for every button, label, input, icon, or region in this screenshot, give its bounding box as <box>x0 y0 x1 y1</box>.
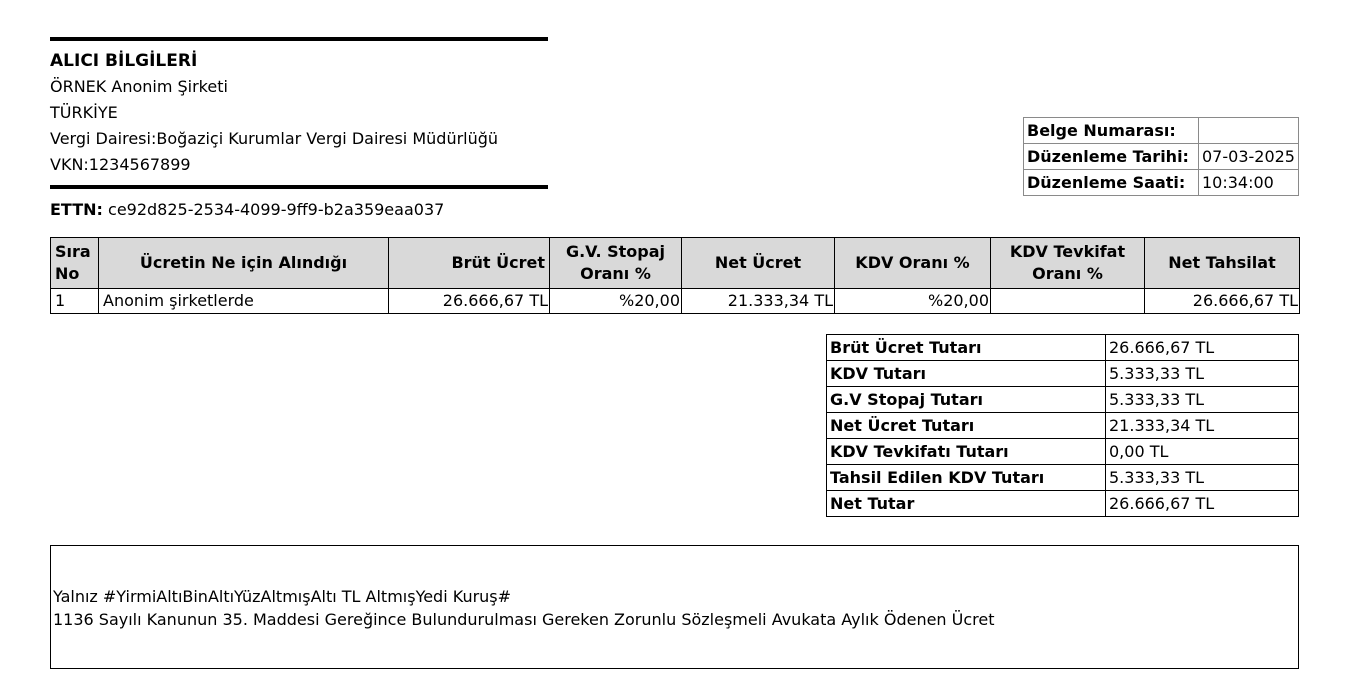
row-description: Anonim şirketlerde <box>99 289 389 314</box>
document-info-table <box>1023 117 1299 196</box>
buyer-tax-office: Vergi Dairesi:Boğaziçi Kurumlar Vergi Dairesi Müdürlüğü <box>50 129 499 148</box>
row-vat-withholding-rate <box>991 289 1145 314</box>
buyer-name: ÖRNEK Anonim Şirketi <box>50 77 228 96</box>
header-vat-withholding-line-2: Oranı % <box>1032 264 1103 283</box>
total-row-gross <box>827 335 1299 361</box>
total-value: 26.666,67 TL <box>1106 335 1299 361</box>
issue-time-row <box>1024 170 1299 196</box>
table-row <box>51 289 1300 314</box>
total-row-net-amount <box>827 491 1299 517</box>
issue-date-label: Düzenleme Tarihi: <box>1024 144 1199 170</box>
amount-in-words: Yalnız #YirmiAltıBinAltıYüzAltmışAltı TL AltmışYedi Kuruş# <box>53 587 512 606</box>
header-sira-no <box>51 238 99 289</box>
header-sira-no-line-1: Sıra <box>55 242 91 261</box>
document-number-row <box>1024 118 1299 144</box>
ettn-value: ce92d825-2534-4099-9ff9-b2a359eaa037 <box>108 200 445 219</box>
total-value: 5.333,33 TL <box>1106 465 1299 491</box>
issue-date-value: 07-03-2025 <box>1199 144 1299 170</box>
total-value: 21.333,34 TL <box>1106 413 1299 439</box>
items-table <box>50 237 1300 314</box>
header-vat-rate: KDV Oranı % <box>835 238 991 289</box>
total-label: KDV Tevkifatı Tutarı <box>827 439 1106 465</box>
total-label: Net Tutar <box>827 491 1106 517</box>
buyer-divider <box>50 185 548 189</box>
header-vat-withholding-rate <box>991 238 1145 289</box>
buyer-vkn: VKN:1234567899 <box>50 155 191 174</box>
buyer-info <box>50 48 570 178</box>
top-divider <box>50 37 548 41</box>
header-description: Ücretin Ne için Alındığı <box>99 238 389 289</box>
document-number-label: Belge Numarası: <box>1024 118 1199 144</box>
total-value: 5.333,33 TL <box>1106 387 1299 413</box>
header-withholding-line-2: Oranı % <box>580 264 651 283</box>
explanation-note: 1136 Sayılı Kanunun 35. Maddesi Gereğince Bulundurulması Gereken Zorunlu Sözleşmeli Avukata Aylık Ödenen Ücret <box>53 610 995 629</box>
document-number-value <box>1199 118 1299 144</box>
buyer-country: TÜRKİYE <box>50 103 118 122</box>
total-row-collected-vat <box>827 465 1299 491</box>
row-sira-no: 1 <box>51 289 99 314</box>
notes-box <box>50 545 1299 669</box>
ettn-label: ETTN: <box>50 200 103 219</box>
header-withholding-line-1: G.V. Stopaj <box>565 242 666 261</box>
total-label: Tahsil Edilen KDV Tutarı <box>827 465 1106 491</box>
total-value: 0,00 TL <box>1106 439 1299 465</box>
total-row-vat-withholding <box>827 439 1299 465</box>
header-gross: Brüt Ücret <box>389 238 550 289</box>
total-row-net-fee <box>827 413 1299 439</box>
total-label: G.V Stopaj Tutarı <box>827 387 1106 413</box>
row-net: 21.333,34 TL <box>682 289 835 314</box>
totals-table <box>826 334 1299 517</box>
total-label: Brüt Ücret Tutarı <box>827 335 1106 361</box>
header-sira-no-line-2: No <box>55 264 80 283</box>
row-gross: 26.666,67 TL <box>389 289 550 314</box>
header-net: Net Ücret <box>682 238 835 289</box>
total-value: 5.333,33 TL <box>1106 361 1299 387</box>
issue-time-value: 10:34:00 <box>1199 170 1299 196</box>
total-row-withholding <box>827 387 1299 413</box>
items-header-row <box>51 238 1300 289</box>
total-row-vat <box>827 361 1299 387</box>
row-withholding-rate: %20,00 <box>550 289 682 314</box>
buyer-heading: ALICI BİLGİLERİ <box>50 51 198 71</box>
header-net-collection: Net Tahsilat <box>1145 238 1300 289</box>
issue-time-label: Düzenleme Saati: <box>1024 170 1199 196</box>
total-label: Net Ücret Tutarı <box>827 413 1106 439</box>
row-vat-rate: %20,00 <box>835 289 991 314</box>
total-value: 26.666,67 TL <box>1106 491 1299 517</box>
ettn-line <box>50 197 444 223</box>
header-withholding-rate <box>550 238 682 289</box>
header-vat-withholding-line-1: KDV Tevkifat <box>1009 242 1126 261</box>
total-label: KDV Tutarı <box>827 361 1106 387</box>
row-net-collection: 26.666,67 TL <box>1145 289 1300 314</box>
issue-date-row <box>1024 144 1299 170</box>
